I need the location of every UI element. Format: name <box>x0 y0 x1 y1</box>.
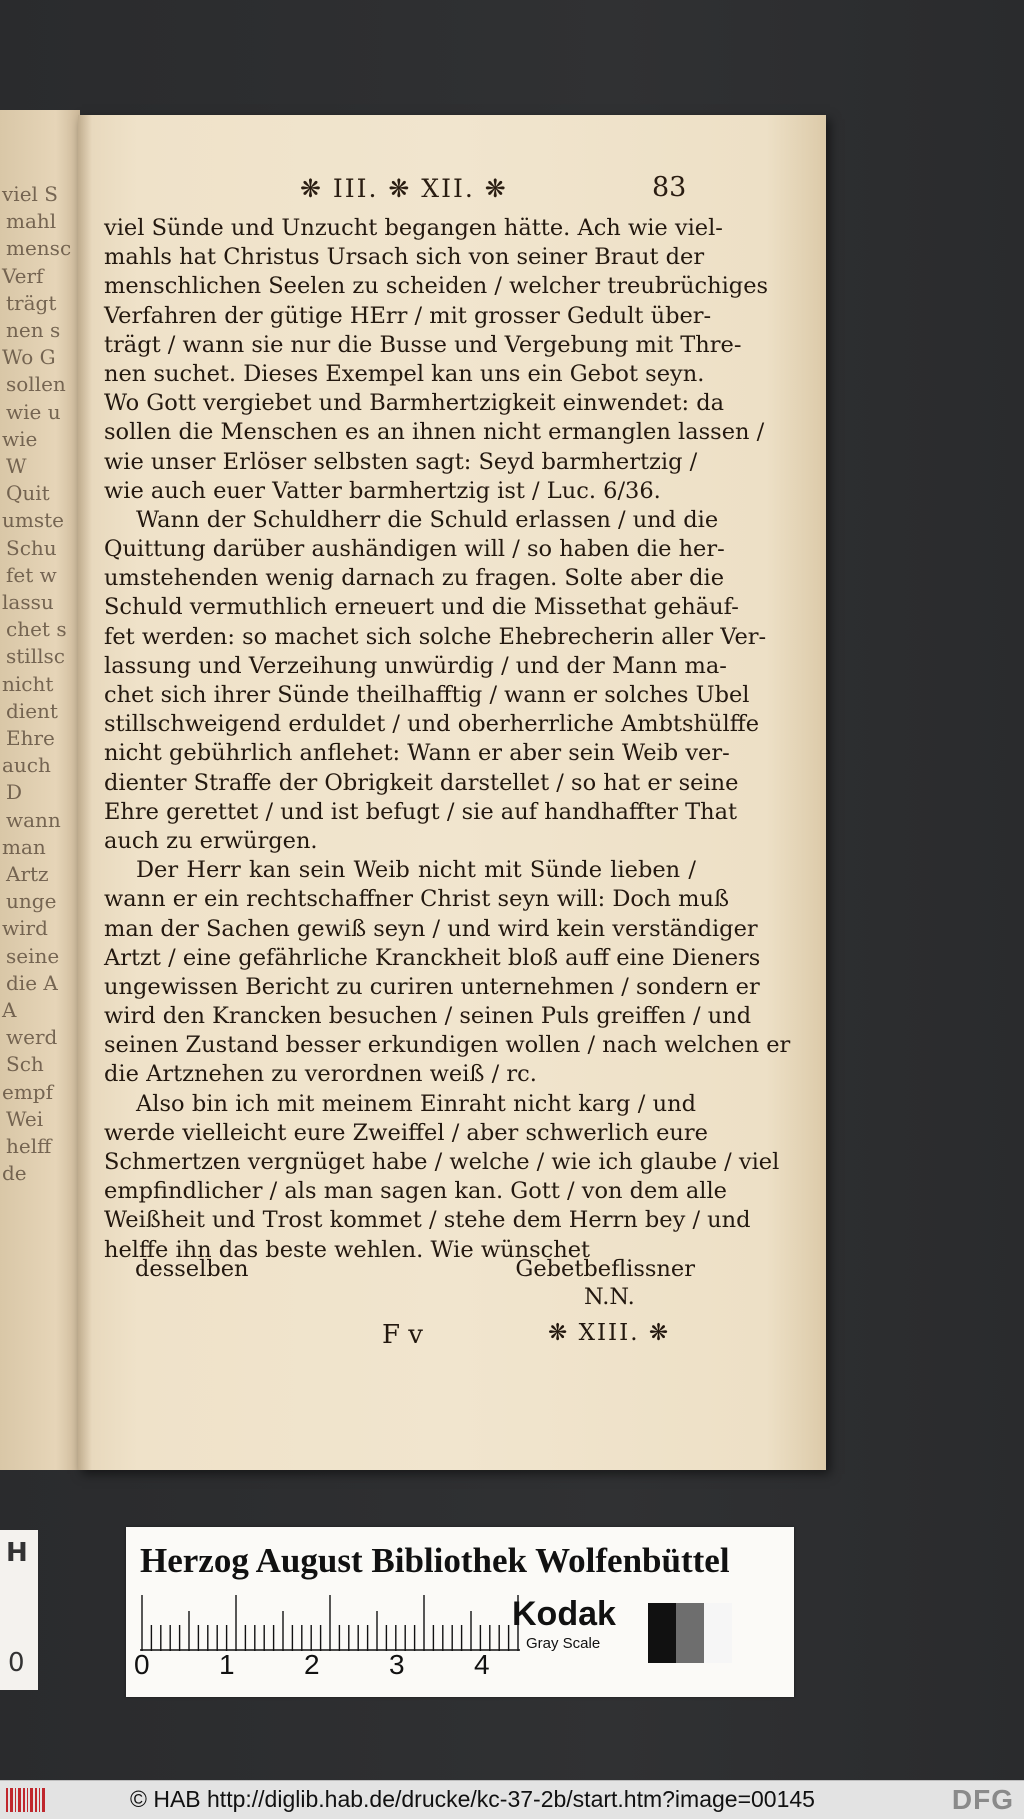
text-line: wird den Krancken besuchen / seinen Puls greiffen / und <box>104 1003 752 1030</box>
sheet-signature: F v <box>382 1320 423 1350</box>
left-page-fragment: umste <box>2 508 64 533</box>
text-line: umstehenden wenig darnach zu fragen. Solte aber die <box>104 565 725 592</box>
text-line: stillschweigend erduldet / und oberherrliche Ambtshülffe <box>104 711 760 738</box>
text-line: wie auch euer Vatter barmhertzig ist / Luc. 6/36. <box>104 477 661 504</box>
left-page-fragment: wann <box>6 807 61 832</box>
closing-left: desselben <box>135 1256 249 1282</box>
left-page-fragment: D <box>6 780 23 805</box>
left-page-fragment: Wei <box>6 1106 44 1131</box>
left-page-edge <box>0 110 80 1470</box>
text-line: werde vielleicht eure Zweiffel / aber schwerlich eure <box>104 1119 708 1146</box>
left-page-fragment: dient <box>6 698 58 723</box>
text-line: Also bin ich mit meinem Einraht nicht karg / und <box>136 1090 696 1117</box>
text-line: Schuld vermuthlich erneuert und die Missethat gehäuf- <box>104 594 739 621</box>
left-page-fragment: Ehre <box>6 726 55 750</box>
left-page-fragment: Wo G <box>2 345 56 370</box>
text-line: nicht gebührlich anflehet: Wann er aber sein Weib ver- <box>104 740 730 767</box>
kodak-logo: Kodak <box>512 1595 616 1633</box>
left-page-fragment: W <box>6 454 27 478</box>
closing-right: Gebetbeflissner <box>515 1256 695 1282</box>
left-page-fragment: Sch <box>6 1052 44 1077</box>
text-line: man der Sachen gewiß seyn / und wird kein verständiger <box>104 915 758 942</box>
left-page-fragment: wie <box>2 426 38 451</box>
left-page-fragment: Artz <box>6 862 49 886</box>
text-line: Artzt / eine gefährliche Kranckheit bloß auff eine Dieners <box>104 944 761 971</box>
left-strip-letter: H <box>6 1538 28 1568</box>
text-line: nen suchet. Dieses Exempel kan uns ein Gebot seyn. <box>104 360 705 387</box>
barcode-icon <box>6 1788 46 1812</box>
left-page-fragment: Schu <box>6 535 57 560</box>
text-line: die Artznehen zu verordnen weiß / rc. <box>104 1061 537 1088</box>
gray-swatch <box>704 1603 732 1663</box>
source-credit-link[interactable]: © HAB http://diglib.hab.de/drucke/kc-37-2b/start.htm?image=00145 <box>130 1786 815 1812</box>
dfg-logo: DFG <box>951 1784 1014 1815</box>
text-line: mahls hat Christus Ursach sich von seiner Braut der <box>104 244 705 271</box>
text-line: menschlichen Seelen zu scheiden / welcher treubrüchiges <box>104 273 769 300</box>
left-page-fragment: A <box>2 998 17 1022</box>
left-page-fragment: sollen <box>6 372 66 397</box>
left-page-fragment: mahl <box>6 209 57 234</box>
left-label-fragment <box>0 1530 38 1690</box>
ruler-number: 2 <box>304 1649 320 1680</box>
left-page-fragment: wird <box>2 916 48 941</box>
text-line: trägt / wann sie nur die Busse und Vergebung mit Thre- <box>104 331 742 358</box>
library-color-bar <box>126 1527 794 1697</box>
left-page-fragment: werd <box>6 1025 58 1050</box>
left-page-fragment: lassu <box>2 590 54 614</box>
left-page-fragment: auch <box>2 753 51 778</box>
ruler-scale <box>140 1595 520 1651</box>
left-page-fragment: stillsc <box>6 644 65 669</box>
gray-swatch <box>676 1603 704 1663</box>
gray-scale-label: Gray Scale <box>526 1635 601 1652</box>
ruler-number: 0 <box>134 1649 150 1680</box>
ruler-number: 1 <box>219 1649 235 1680</box>
page-number: 83 <box>652 172 687 203</box>
gray-swatch <box>648 1603 676 1663</box>
left-page-fragment: unge <box>6 889 57 914</box>
ruler-numbers <box>134 1649 514 1685</box>
gray-swatches <box>648 1603 732 1663</box>
left-page-fragment: Quit <box>6 481 50 506</box>
text-line: Weißheit und Trost kommet / stehe dem Herrn bey / und <box>104 1207 751 1234</box>
page-body-text <box>104 214 791 1265</box>
footer-bar <box>0 1780 1024 1819</box>
text-line: lassung und Verzeihung unwürdig / und der Mann ma- <box>104 652 727 679</box>
text-line: Wann der Schuldherr die Schuld erlassen / und die <box>136 506 719 533</box>
text-line: chet sich ihrer Sünde theilhafftig / wann er solches Ubel <box>104 682 750 708</box>
text-line: Ehre gerettet / und ist befugt / sie auf handhaffter That <box>104 798 738 825</box>
left-page-fragment: viel S <box>2 182 58 206</box>
text-line: helffe ihn das beste wehlen. Wie wünschet <box>104 1236 591 1263</box>
text-line: viel Sünde und Unzucht begangen hätte. Ach wie viel- <box>104 215 723 241</box>
ruler-number: 4 <box>474 1649 490 1680</box>
text-line: Quittung darüber aushändigen will / so haben die her- <box>104 536 725 563</box>
page-gutter-shadow <box>78 115 92 1470</box>
left-page-fragment: wie u <box>6 399 61 424</box>
text-line: sollen die Menschen es an ihnen nicht ermanglen lassen / <box>104 419 765 446</box>
text-line: Verfahren der gütige HErr / mit grosser Gedult über- <box>104 302 712 329</box>
left-page-fragment: trägt <box>6 290 57 315</box>
catchword: ❋ XIII. ❋ <box>548 1320 671 1346</box>
left-page-fragment: nicht <box>2 671 54 696</box>
left-page-fragment: die A <box>6 970 58 995</box>
running-head: ❋ III. ❋ XII. ❋ <box>300 174 508 203</box>
left-page-fragment: mensc <box>6 236 72 261</box>
left-page-fragment: helff <box>6 1134 52 1158</box>
left-page-fragment: Verf <box>2 263 44 288</box>
library-title: Herzog August Bibliothek Wolfenbüttel <box>140 1541 730 1580</box>
text-line: wann er ein rechtschaffner Christ seyn will: Doch muß <box>104 886 730 913</box>
left-page-fragment: chet s <box>6 617 67 642</box>
text-line: fet werden: so machet sich solche Ehebrecherin aller Ver- <box>104 623 767 650</box>
left-page-fragment: man <box>2 834 46 859</box>
left-page-fragment: de <box>2 1161 27 1186</box>
left-strip-number: 0 <box>8 1648 25 1678</box>
signature-name: N.N. <box>584 1284 635 1310</box>
text-line: seinen Zustand besser erkundigen wollen / nach welchen er <box>104 1032 791 1059</box>
text-line: auch zu erwürgen. <box>104 827 318 854</box>
text-line: ungewissen Bericht zu curiren unternehmen / sondern er <box>104 973 760 1000</box>
text-line: Schmertzen vergnüget habe / welche / wie ich glaube / viel <box>104 1149 780 1175</box>
text-line: dienter Straffe der Obrigkeit darstellet / so hat er seine <box>104 769 739 796</box>
text-line: empfindlicher / als man sagen kan. Gott / von dem alle <box>104 1178 727 1205</box>
text-line: Wo Gott vergiebet und Barmhertzigkeit einwendet: da <box>104 390 725 417</box>
text-line: Der Herr kan sein Weib nicht mit Sünde lieben / <box>136 857 696 884</box>
left-page-fragment: fet w <box>6 562 57 587</box>
ruler-number: 3 <box>389 1649 405 1680</box>
text-line: wie unser Erlöser selbsten sagt: Seyd barmhertzig / <box>104 448 698 475</box>
left-page-fragment: nen s <box>6 318 61 342</box>
left-page-fragment: seine <box>6 943 60 968</box>
left-page-fragment: empf <box>2 1079 54 1104</box>
